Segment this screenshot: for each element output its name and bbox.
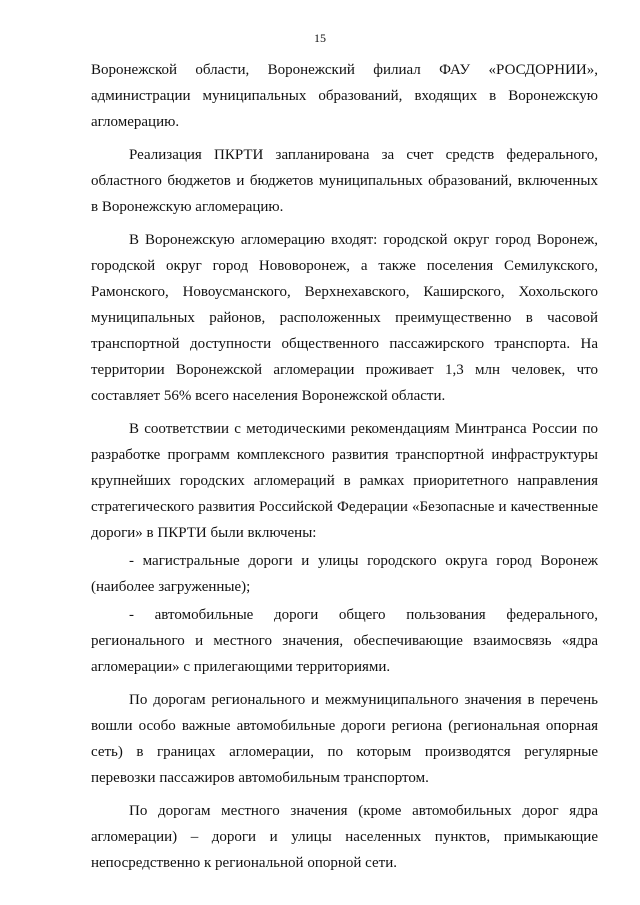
page-number: 15	[314, 31, 326, 45]
text-line: агломерацию.	[91, 114, 180, 130]
text-line: В соответствии с методическими рекомендациям Минтранса России по	[129, 421, 598, 437]
list-item	[91, 548, 598, 600]
text-line: По дорогам регионального и межмуниципального значения в перечень	[129, 692, 598, 708]
text-line: крупнейших городских агломераций в рамках приоритетного направления	[91, 473, 598, 489]
paragraph	[91, 416, 598, 546]
paragraph	[91, 142, 598, 220]
text-line: (наиболее загруженные);	[91, 579, 251, 595]
text-line: составляет 56% всего населения Воронежской области.	[91, 388, 446, 404]
text-line: вошли особо важные автомобильные дороги региона (региональная опорная	[91, 718, 598, 734]
text-line: непосредственно к региональной опорной сети.	[91, 855, 397, 871]
text-line: городской округ город Нововоронеж, а также поселения Семилукского,	[91, 258, 598, 274]
text-line: администрации муниципальных образований, входящих в Воронежскую	[91, 88, 598, 104]
text-line: - автомобильные дороги общего пользования федерального,	[129, 607, 598, 623]
paragraph	[91, 798, 598, 876]
document-body	[91, 57, 598, 876]
text-line: разработке программ комплексного развития транспортной инфраструктуры	[91, 447, 598, 463]
text-line: перевозки пассажиров автомобильным транспортом.	[91, 770, 429, 786]
text-line: регионального и местного значения, обеспечивающие взаимосвязь «ядра	[91, 633, 598, 649]
text-line: По дорогам местного значения (кроме автомобильных дорог ядра	[129, 803, 598, 819]
paragraph	[91, 227, 598, 409]
text-line: Воронежской области, Воронежский филиал ФАУ «РОСДОРНИИ»,	[91, 62, 598, 78]
text-line: муниципальных районов, расположенных преимущественно в часовой	[91, 310, 598, 326]
text-line: агломерации) – дороги и улицы населенных пунктов, примыкающие	[91, 829, 598, 845]
text-line: в Воронежскую агломерацию.	[91, 199, 284, 215]
text-line: сеть) в границах агломерации, по которым производятся регулярные	[91, 744, 598, 760]
list-item	[91, 602, 598, 680]
text-line: территории Воронежской агломерации проживает 1,3 млн человек, что	[91, 362, 598, 378]
text-line: Рамонского, Новоусманского, Верхнехавского, Каширского, Хохольского	[91, 284, 598, 300]
paragraph	[91, 57, 598, 135]
paragraph	[91, 687, 598, 791]
text-line: В Воронежскую агломерацию входят: городской округ город Воронеж,	[129, 232, 598, 248]
text-line: дороги» в ПКРТИ были включены:	[91, 525, 317, 541]
text-line: агломерации» с прилегающими территориями.	[91, 659, 391, 675]
text-line: - магистральные дороги и улицы городского округа город Воронеж	[129, 553, 598, 569]
text-line: стратегического развития Российской Федерации «Безопасные и качественные	[91, 499, 598, 515]
text-line: Реализация ПКРТИ запланирована за счет средств федерального,	[129, 147, 598, 163]
text-line: областного бюджетов и бюджетов муниципальных образований, включенных	[91, 173, 598, 189]
text-line: транспортной доступности общественного пассажирского транспорта. На	[91, 336, 598, 352]
